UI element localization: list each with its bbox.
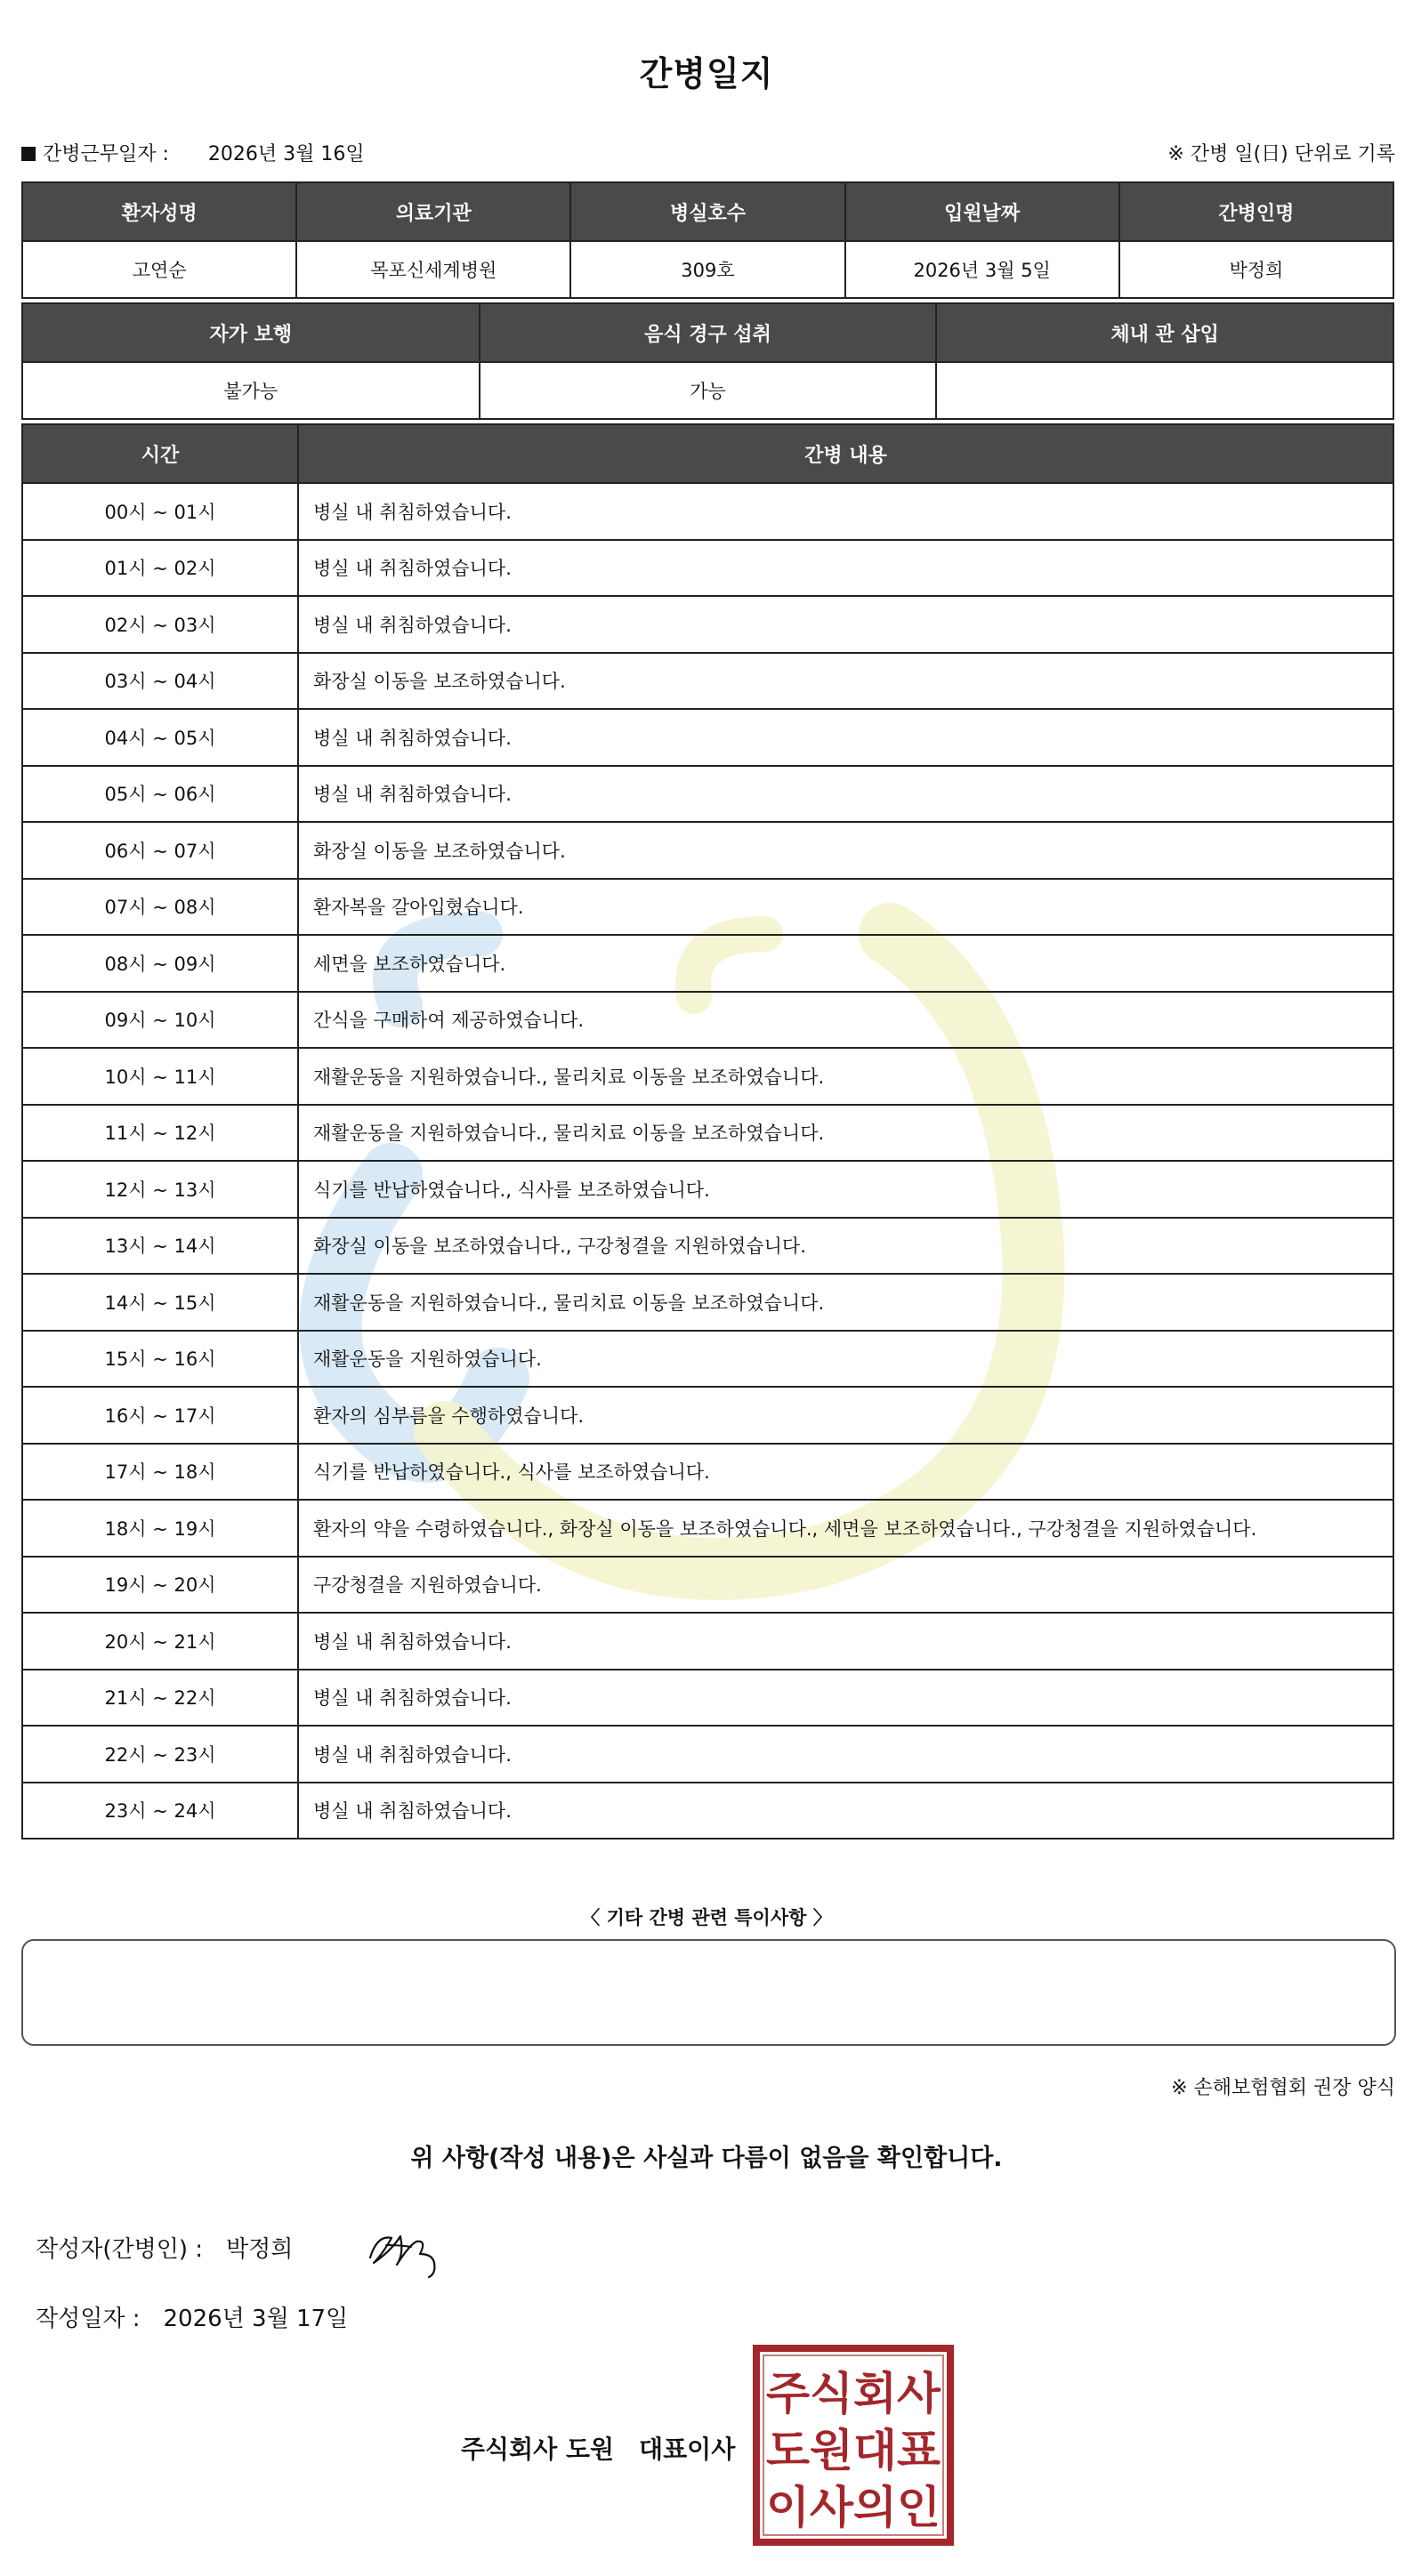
svg-text:이사의인: 이사의인 bbox=[766, 2482, 941, 2533]
table-row bbox=[22, 1783, 1393, 1839]
caregiver-name: 박정희 bbox=[1119, 241, 1393, 298]
table-row bbox=[22, 766, 1393, 823]
care-content-cell: 재활운동을 지원하였습니다., 물리치료 이동을 보조하였습니다. bbox=[298, 1048, 1393, 1105]
care-content-cell: 병실 내 취침하였습니다. bbox=[298, 1783, 1393, 1839]
care-content-cell: 병실 내 취침하였습니다. bbox=[298, 540, 1393, 597]
table-row bbox=[22, 1557, 1393, 1614]
time-cell: 16시 ~ 17시 bbox=[22, 1387, 298, 1444]
patient-info-table bbox=[21, 181, 1394, 299]
time-cell: 07시 ~ 08시 bbox=[22, 879, 298, 936]
writer-label: 작성자(간병인) : bbox=[36, 2236, 204, 2263]
table-row bbox=[22, 540, 1393, 597]
confirmation-statement: 위 사항(작성 내용)은 사실과 다름이 없음을 확인합니다. bbox=[410, 2145, 1003, 2172]
table-row bbox=[22, 1670, 1393, 1727]
company-seal bbox=[753, 2345, 954, 2546]
self-walking-value: 불가능 bbox=[22, 362, 480, 419]
table-row bbox=[22, 653, 1393, 710]
header-admission-date: 입원날짜 bbox=[845, 182, 1119, 241]
care-content-cell: 환자복을 갈아입혔습니다. bbox=[298, 879, 1393, 936]
time-cell: 15시 ~ 16시 bbox=[22, 1331, 298, 1388]
header-self-walking: 자가 보행 bbox=[22, 303, 480, 362]
svg-text:도원대표: 도원대표 bbox=[766, 2425, 941, 2476]
writer-line bbox=[36, 2231, 293, 2264]
care-content-cell: 화장실 이동을 보조하였습니다., 구강청결을 지원하였습니다. bbox=[298, 1218, 1393, 1275]
time-cell: 01시 ~ 02시 bbox=[22, 540, 298, 597]
work-date-label: 간병근무일자 : bbox=[43, 143, 169, 165]
table-row bbox=[22, 1274, 1393, 1331]
table-row bbox=[22, 596, 1393, 653]
care-content-cell: 병실 내 취침하였습니다. bbox=[298, 596, 1393, 653]
care-content-cell: 병실 내 취침하였습니다. bbox=[298, 1613, 1393, 1670]
status-header-row bbox=[22, 303, 1393, 362]
time-cell: 13시 ~ 14시 bbox=[22, 1218, 298, 1275]
time-cell: 10시 ~ 11시 bbox=[22, 1048, 298, 1105]
oral-intake-value: 가능 bbox=[480, 362, 937, 419]
header-care-content: 간병 내용 bbox=[298, 424, 1393, 483]
written-date-line bbox=[36, 2300, 348, 2333]
table-row bbox=[22, 1048, 1393, 1105]
company-name: 주식회사 도원 bbox=[461, 2435, 615, 2464]
table-row bbox=[22, 1105, 1393, 1162]
tube-insertion-value bbox=[936, 362, 1393, 419]
time-cell: 03시 ~ 04시 bbox=[22, 653, 298, 710]
care-content-cell: 병실 내 취침하였습니다. bbox=[298, 709, 1393, 766]
work-date-value: 2026년 3월 16일 bbox=[207, 143, 365, 165]
patient-name: 고연순 bbox=[22, 241, 296, 298]
care-content-cell: 식기를 반납하였습니다., 식사를 보조하였습니다. bbox=[298, 1161, 1393, 1218]
table-row bbox=[22, 483, 1393, 540]
table-row bbox=[22, 822, 1393, 879]
table-row bbox=[22, 935, 1393, 992]
log-body bbox=[22, 483, 1393, 1839]
writer-name: 박정희 bbox=[226, 2236, 294, 2263]
table-row bbox=[22, 1444, 1393, 1501]
page-title: 간병일지 bbox=[639, 54, 774, 93]
time-cell: 08시 ~ 09시 bbox=[22, 935, 298, 992]
time-cell: 06시 ~ 07시 bbox=[22, 822, 298, 879]
header-caregiver-name: 간병인명 bbox=[1119, 182, 1393, 241]
table-row bbox=[22, 1613, 1393, 1670]
log-header-row bbox=[22, 424, 1393, 483]
time-cell: 02시 ~ 03시 bbox=[22, 596, 298, 653]
care-content-cell: 환자의 심부름을 수행하였습니다. bbox=[298, 1387, 1393, 1444]
status-value-row bbox=[22, 362, 1393, 419]
time-cell: 21시 ~ 22시 bbox=[22, 1670, 298, 1727]
work-date-line bbox=[21, 139, 365, 166]
time-cell: 11시 ~ 12시 bbox=[22, 1105, 298, 1162]
care-content-cell: 환자의 약을 수령하였습니다., 화장실 이동을 보조하였습니다., 세면을 보조하였습니다., 구강청결을 지원하였습니다. bbox=[298, 1500, 1393, 1557]
time-cell: 00시 ~ 01시 bbox=[22, 483, 298, 540]
time-cell: 23시 ~ 24시 bbox=[22, 1783, 298, 1839]
time-cell: 04시 ~ 05시 bbox=[22, 709, 298, 766]
table-row bbox=[22, 1387, 1393, 1444]
header-hospital: 의료기관 bbox=[296, 182, 570, 241]
care-content-cell: 화장실 이동을 보조하였습니다. bbox=[298, 822, 1393, 879]
time-cell: 14시 ~ 15시 bbox=[22, 1274, 298, 1331]
header-oral-intake: 음식 경구 섭취 bbox=[480, 303, 937, 362]
hospital-name: 목포신세계병원 bbox=[296, 241, 570, 298]
care-content-cell: 재활운동을 지원하였습니다., 물리치료 이동을 보조하였습니다. bbox=[298, 1274, 1393, 1331]
care-content-cell: 재활운동을 지원하였습니다., 물리치료 이동을 보조하였습니다. bbox=[298, 1105, 1393, 1162]
table-row bbox=[22, 1726, 1393, 1783]
time-cell: 22시 ~ 23시 bbox=[22, 1726, 298, 1783]
svg-text:주식회사: 주식회사 bbox=[766, 2368, 941, 2419]
table-row bbox=[22, 1218, 1393, 1275]
header-time: 시간 bbox=[22, 424, 298, 483]
ceo-label: 대표이사 bbox=[639, 2435, 736, 2464]
care-content-cell: 구강청결을 지원하였습니다. bbox=[298, 1557, 1393, 1614]
time-cell: 05시 ~ 06시 bbox=[22, 766, 298, 823]
time-cell: 17시 ~ 18시 bbox=[22, 1444, 298, 1501]
care-content-cell: 병실 내 취침하였습니다. bbox=[298, 1670, 1393, 1727]
daily-record-note: ※ 간병 일(日) 단위로 기록 bbox=[1167, 143, 1395, 165]
care-content-cell: 식기를 반납하였습니다., 식사를 보조하였습니다. bbox=[298, 1444, 1393, 1501]
patient-header-row bbox=[22, 182, 1393, 241]
care-content-cell: 간식을 구매하여 제공하였습니다. bbox=[298, 992, 1393, 1049]
table-row bbox=[22, 879, 1393, 936]
table-row bbox=[22, 1161, 1393, 1218]
care-content-cell: 화장실 이동을 보조하였습니다. bbox=[298, 653, 1393, 710]
table-row bbox=[22, 709, 1393, 766]
table-row bbox=[22, 992, 1393, 1049]
time-cell: 09시 ~ 10시 bbox=[22, 992, 298, 1049]
room-number: 309호 bbox=[570, 241, 844, 298]
care-content-cell: 재활운동을 지원하였습니다. bbox=[298, 1331, 1393, 1388]
company-line bbox=[461, 2430, 735, 2466]
association-note: ※ 손해보험협회 권장 양식 bbox=[1171, 2077, 1395, 2099]
patient-value-row bbox=[22, 241, 1393, 298]
admission-date: 2026년 3월 5일 bbox=[845, 241, 1119, 298]
header-patient-name: 환자성명 bbox=[22, 182, 296, 241]
written-date-value: 2026년 3월 17일 bbox=[163, 2306, 349, 2332]
header-room: 병실호수 bbox=[570, 182, 844, 241]
care-content-cell: 병실 내 취침하였습니다. bbox=[298, 1726, 1393, 1783]
care-content-cell: 세면을 보조하였습니다. bbox=[298, 935, 1393, 992]
time-cell: 18시 ~ 19시 bbox=[22, 1500, 298, 1557]
square-bullet-icon bbox=[21, 147, 36, 161]
care-content-cell: 병실 내 취침하였습니다. bbox=[298, 483, 1393, 540]
time-cell: 20시 ~ 21시 bbox=[22, 1613, 298, 1670]
care-log-table bbox=[21, 423, 1394, 1839]
signature bbox=[365, 2218, 445, 2281]
patient-status-table bbox=[21, 302, 1394, 420]
time-cell: 12시 ~ 13시 bbox=[22, 1161, 298, 1218]
time-cell: 19시 ~ 20시 bbox=[22, 1557, 298, 1614]
remarks-title: 〈 기타 간병 관련 특이사항 〉 bbox=[581, 1907, 832, 1928]
written-date-label: 작성일자 : bbox=[36, 2306, 141, 2332]
header-tube-insertion: 체내 관 삽입 bbox=[936, 303, 1393, 362]
table-row bbox=[22, 1500, 1393, 1557]
table-row bbox=[22, 1331, 1393, 1388]
care-content-cell: 병실 내 취침하였습니다. bbox=[298, 766, 1393, 823]
remarks-box bbox=[21, 1939, 1396, 2046]
